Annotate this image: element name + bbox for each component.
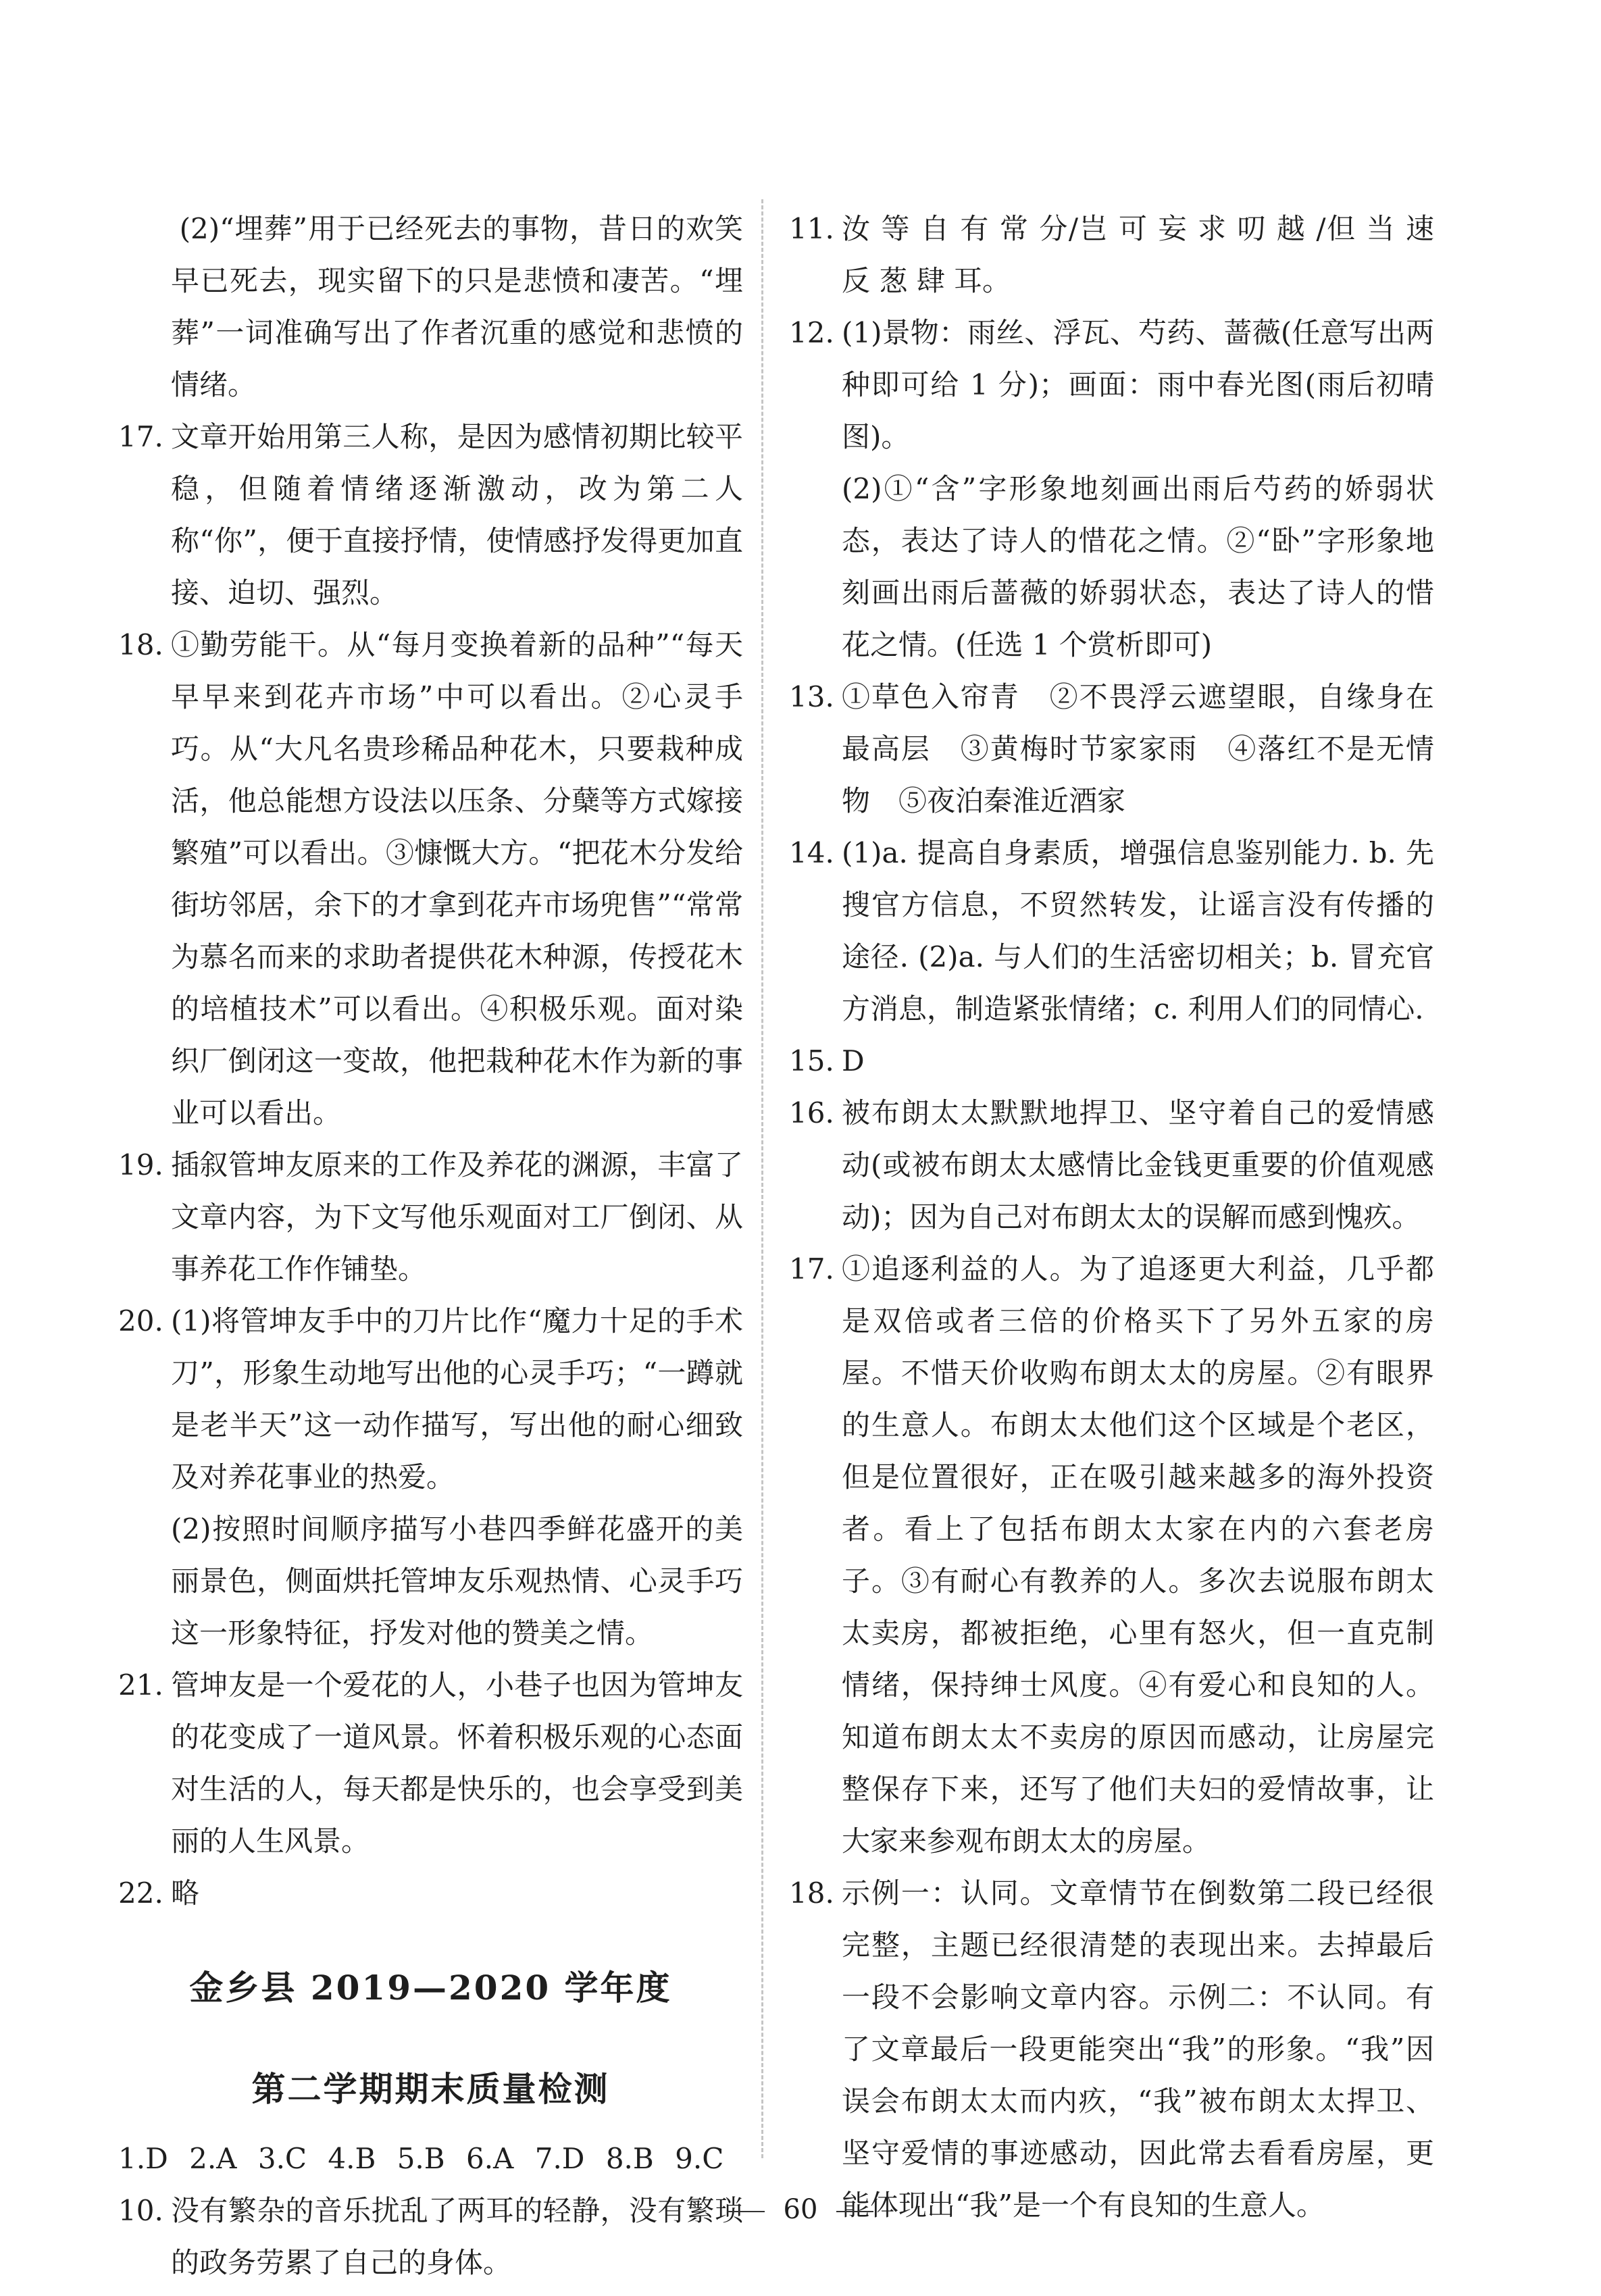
page-number bbox=[0, 2194, 1601, 2225]
answer-text: D bbox=[842, 1044, 865, 1077]
answer-12 bbox=[789, 307, 1434, 463]
answer-text: 文章开始用第三人称，是因为感情初期比较平稳，但随着情绪逐渐激动，改为第二人称“你”，便于直接抒情，使情感抒发得更加直接、迫切、强烈。 bbox=[171, 420, 743, 609]
answer-text: 汝 等 自 有 常 分/岂 可 妄 求 叨 越 /但 当 速 反 葱 肆 耳。 bbox=[842, 212, 1435, 297]
left-column bbox=[118, 203, 743, 2289]
answer-18 bbox=[118, 619, 743, 1139]
section-subtitle: 第二学期期末质量检测 bbox=[251, 2069, 610, 2109]
answer-17 bbox=[118, 411, 743, 619]
answer-16-part2: (2)“埋葬”用于已经死去的事物，昔日的欢笑早已死去，现实留下的只是悲愤和凄苦。“埋葬”一词准确写出了作者沉重的感觉和悲愤的情绪。 bbox=[171, 212, 743, 401]
answer-text: ①勤劳能干。从“每月变换着新的品种”“每天早早来到花卉市场”中可以看出。②心灵手巧。从“大凡名贵珍稀品种花木，只要栽种成活，他总能想方设法以压条、分蘖等方式嫁接繁殖”可以看出。③慷慨大方。“把花木分发给街坊邻居，余下的才拿到花卉市场兜售”“常常为慕名而来的求助者提供花木种源，传授花木的培植技术”可以看出。④积极乐观。面对染织厂倒闭这一变故，他把栽种花木作为新的事业可以看出。 bbox=[171, 628, 743, 1129]
answer-number: 15. bbox=[789, 1044, 834, 1077]
answer-16 bbox=[789, 1087, 1434, 1243]
answer-11 bbox=[789, 203, 1434, 307]
right-column bbox=[789, 203, 1434, 2231]
answer-number: 16. bbox=[789, 1096, 834, 1129]
page-number-dash bbox=[836, 2211, 873, 2212]
answer-14 bbox=[789, 827, 1434, 1035]
answer-18-right bbox=[789, 1867, 1434, 2231]
answer-number: 13. bbox=[789, 680, 834, 713]
answer-20-part2: (2)按照时间顺序描写小巷四季鲜花盛开的美丽景色，侧面烘托管坤友乐观热情、心灵手巧这一形象特征，抒发对他的赞美之情。 bbox=[171, 1512, 743, 1650]
multiple-choice-answers: 1.D 2.A 3.C 4.B 5.B 6.A 7.D 8.B 9.C bbox=[118, 2142, 724, 2175]
answer-22 bbox=[118, 1867, 743, 1919]
answer-number: 14. bbox=[789, 836, 834, 869]
answer-text: 没有繁杂的音乐扰乱了两耳的轻静，没有繁琐的政务劳累了自己的身体。 bbox=[171, 2194, 743, 2279]
answer-number: 18. bbox=[789, 1877, 834, 1910]
answer-number: 17. bbox=[789, 1252, 834, 1285]
answer-17-right bbox=[789, 1243, 1434, 1867]
answer-13 bbox=[789, 671, 1434, 827]
answer-19 bbox=[118, 1139, 743, 1295]
answer-number: 10. bbox=[118, 2194, 163, 2227]
answer-text: (1)景物：雨丝、浮瓦、芍药、蔷薇(任意写出两种即可给 1 分)；画面：雨中春光图(雨后初晴图)。 bbox=[842, 316, 1434, 453]
section-title: 金乡县 2019—2020 学年度 bbox=[189, 1968, 672, 2008]
answer-number: 18. bbox=[118, 628, 163, 661]
answer-12-part2: (2)①“含”字形象地刻画出雨后芍药的娇弱状态，表达了诗人的惜花之情。②“卧”字形象地刻画出雨后蔷薇的娇弱状态，表达了诗人的惜花之情。(任选 1 个赏析即可) bbox=[842, 472, 1434, 661]
answer-15 bbox=[789, 1035, 1434, 1087]
answer-text: (1)a. 提高自身素质，增强信息鉴别能力. b. 先搜官方信息，不贸然转发，让谣言没有传播的途径. (2)a. 与人们的生活密切相关；b. 冒充官方消息，制造紧张情绪；c. 利用人们的同情心. bbox=[842, 836, 1434, 1025]
answer-21 bbox=[118, 1659, 743, 1867]
answer-text: ①追逐利益的人。为了追逐更大利益，几乎都是双倍或者三倍的价格买下了另外五家的房屋。不惜天价收购布朗太太的房屋。②有眼界的生意人。布朗太太他们这个区域是个老区，但是位置很好，正在吸引越来越多的海外投资者。看上了包括布朗太太家在内的六套老房子。③有耐心有教养的人。多次去说服布朗太太卖房，都被拒绝，心里有怒火，但一直克制情绪，保持绅士风度。④有爱心和良知的人。知道布朗太太不卖房的原因而感动，让房屋完整保存下来，还写了他们夫妇的爱情故事，让大家来参观布朗太太的房屋。 bbox=[842, 1252, 1434, 1858]
answer-text: 示例一：认同。文章情节在倒数第二段已经很完整，主题已经很清楚的表现出来。去掉最后一段不会影响文章内容。示例二：不认同。有了文章最后一段更能突出“我”的形象。“我”因误会布朗太太而内疚，“我”被布朗太太捍卫、坚守爱情的事迹感动，因此常去看看房屋，更能体现出“我”是一个有良知的生意人。 bbox=[842, 1877, 1434, 2222]
answer-number: 20. bbox=[118, 1304, 163, 1337]
answer-number: 11. bbox=[789, 212, 834, 245]
answer-number: 12. bbox=[789, 316, 834, 349]
answer-text: ①草色入帘青 ②不畏浮云遮望眼，自缘身在最高层 ③黄梅时节家家雨 ④落红不是无情物 ⑤夜泊秦淮近酒家 bbox=[842, 680, 1434, 817]
page-number-value: 60 bbox=[783, 2194, 818, 2225]
answer-number: 22. bbox=[118, 1877, 163, 1910]
answer-text: 略 bbox=[171, 1877, 200, 1910]
column-divider bbox=[761, 199, 763, 2158]
answer-number: 19. bbox=[118, 1148, 163, 1181]
answer-text: 管坤友是一个爱花的人，小巷子也因为管坤友的花变成了一道风景。怀着积极乐观的心态面对生活的人，每天都是快乐的，也会享受到美丽的人生风景。 bbox=[171, 1668, 743, 1858]
answer-text: 被布朗太太默默地捍卫、坚守着自己的爱情感动(或被布朗太太感情比金钱更重要的价值观感动)；因为自己对布朗太太的误解而感到愧疚。 bbox=[842, 1096, 1434, 1233]
answer-number: 17. bbox=[118, 420, 163, 453]
answer-20 bbox=[118, 1295, 743, 1503]
answer-text: 插叙管坤友原来的工作及养花的渊源，丰富了文章内容，为下文写他乐观面对工厂倒闭、从事养花工作作铺垫。 bbox=[171, 1148, 743, 1285]
page-number-dash bbox=[728, 2211, 765, 2212]
answer-number: 21. bbox=[118, 1668, 163, 1702]
answer-text: (1)将管坤友手中的刀片比作“魔力十足的手术刀”，形象生动地写出他的心灵手巧；“一蹲就是老半天”这一动作描写，写出他的耐心细致及对养花事业的热爱。 bbox=[171, 1304, 743, 1494]
